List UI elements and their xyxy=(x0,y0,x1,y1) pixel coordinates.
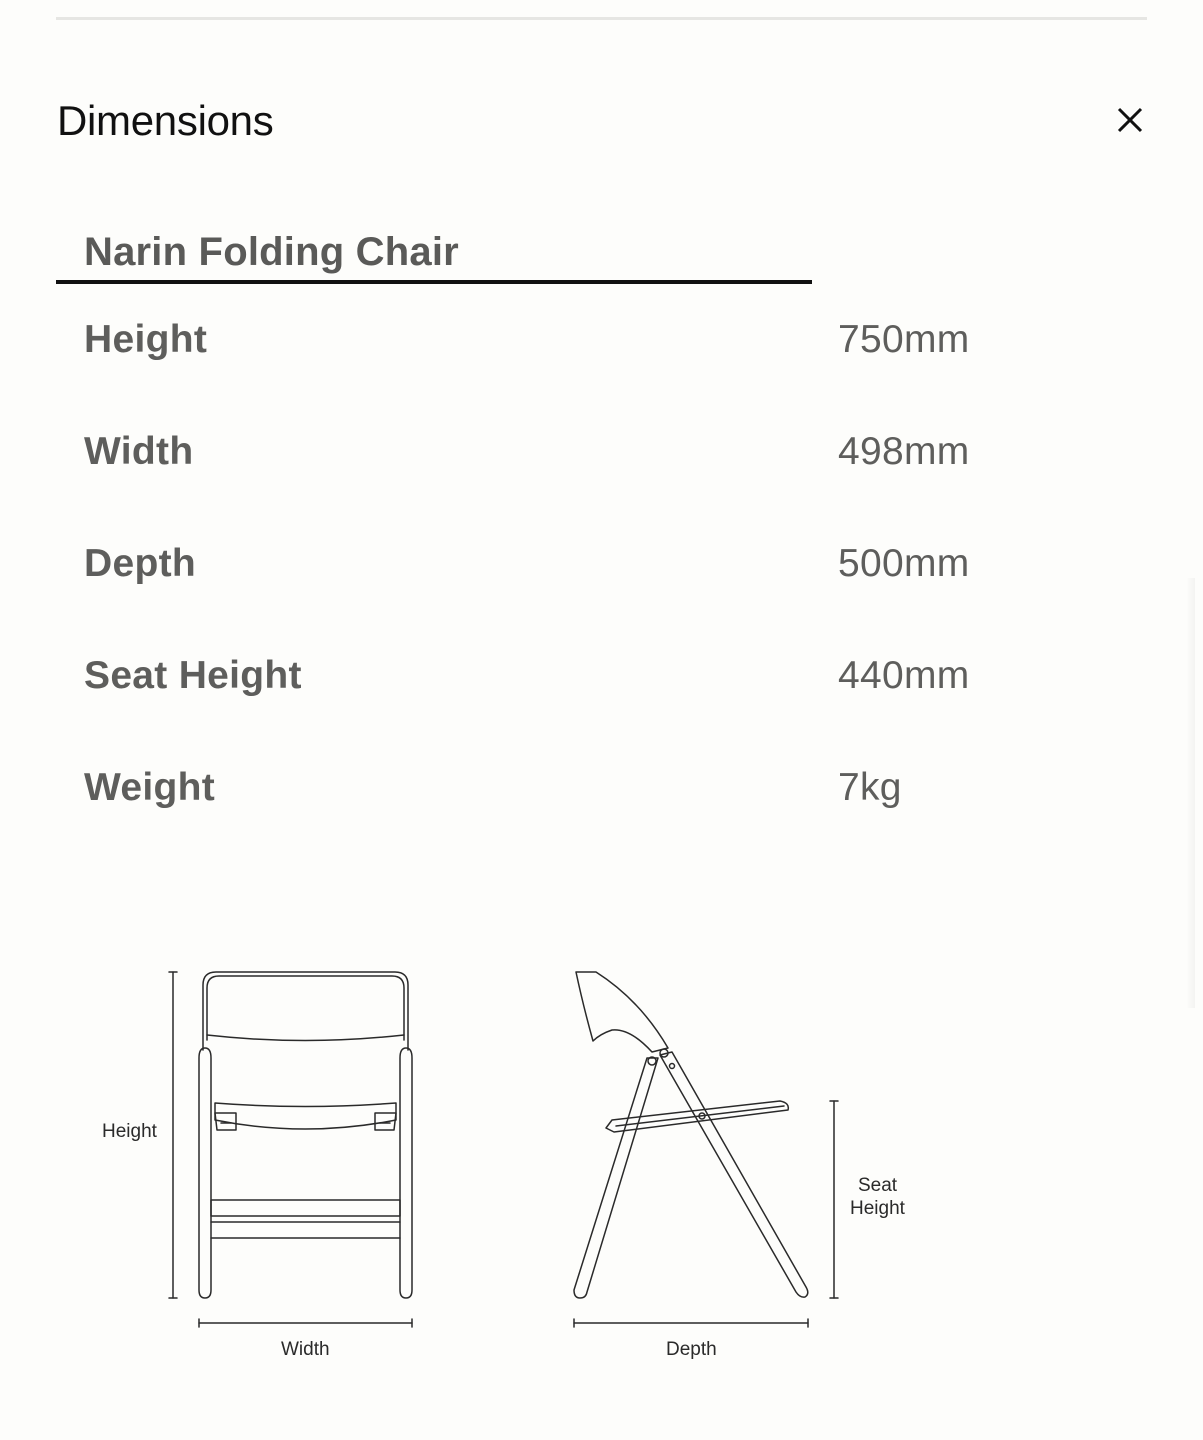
spec-row-depth xyxy=(56,540,1056,600)
chair-side-view xyxy=(574,972,838,1327)
chair-dimension-diagram xyxy=(0,940,1203,1400)
height-label: Height xyxy=(102,1121,157,1142)
depth-label: Depth xyxy=(666,1339,717,1360)
panel-title: Dimensions xyxy=(57,97,274,144)
spec-row-weight xyxy=(56,764,1056,824)
spec-value: 500mm xyxy=(838,542,970,585)
spec-label: Width xyxy=(84,430,194,473)
spec-value: 440mm xyxy=(838,654,970,697)
tab-narin-folding-chair[interactable] xyxy=(56,224,812,284)
spec-label: Seat Height xyxy=(84,654,302,697)
spec-value: 7kg xyxy=(838,766,902,809)
width-label: Width xyxy=(281,1339,330,1360)
spec-label: Weight xyxy=(84,766,216,809)
close-button[interactable] xyxy=(1110,100,1150,140)
seat-height-label-line2: Height xyxy=(850,1198,905,1219)
spec-value: 498mm xyxy=(838,430,970,473)
spec-row-height xyxy=(56,316,1056,376)
spec-row-seat-height xyxy=(56,652,1056,712)
tab-label: Narin Folding Chair xyxy=(84,230,459,274)
spec-value: 750mm xyxy=(838,318,970,361)
close-icon xyxy=(1110,100,1150,140)
chair-front-view xyxy=(169,972,412,1327)
spec-label: Depth xyxy=(84,542,196,585)
seat-height-label-line1: Seat xyxy=(858,1175,898,1196)
scrollbar-track[interactable] xyxy=(1186,578,1195,1008)
spec-label: Height xyxy=(84,318,208,361)
spec-row-width xyxy=(56,428,1056,488)
top-divider xyxy=(56,17,1147,20)
